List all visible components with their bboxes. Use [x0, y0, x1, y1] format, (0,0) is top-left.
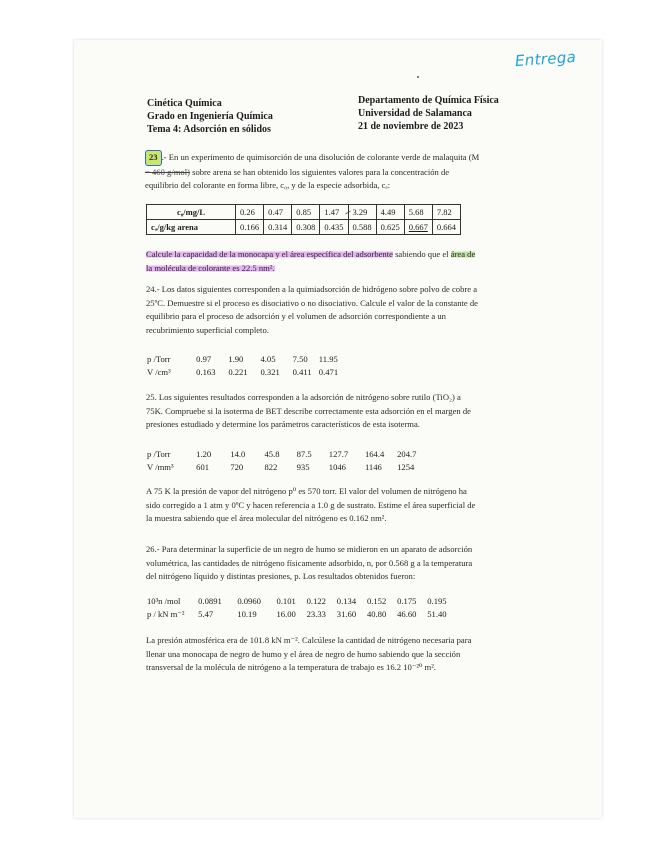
row-label: p /Torr — [147, 354, 171, 364]
problem-26-line: 26.- Para determinar la superficie de un negro de humo se midieron en un aparato de adsorción — [146, 544, 473, 554]
row-label: 10³n /mol — [147, 596, 181, 606]
struck-molar-mass: = 460 g/mol) — [145, 166, 190, 177]
data-value: 16.00 — [276, 609, 296, 619]
highlighted-question: Calcule la capacidad de la monocapa y el área específica del adsorbente — [146, 249, 393, 259]
problem-24 — [146, 283, 560, 337]
data-value: 1.90 — [228, 354, 244, 364]
problem-25 — [146, 391, 560, 432]
topic-title: Tema 4: Adsorción en sólidos — [147, 124, 271, 135]
data-value: 0.0891 — [198, 596, 222, 606]
problem-26-extra-line: llenar una monocapa de negro de humo y el área de negro de humo sabiendo que la sección — [146, 648, 461, 659]
table-cell: 7.82 — [432, 205, 460, 220]
header-left — [147, 97, 273, 136]
data-value: 46.60 — [397, 609, 417, 619]
data-value: 0.122 — [306, 596, 326, 606]
problem-25-line: 25. Los siguientes resultados corresponden a la adsorción de nitrógeno sobre rutilo (TiO₂) a — [146, 392, 461, 402]
table-cell: 0.166 — [236, 220, 264, 235]
header-right — [358, 94, 499, 133]
problem-26-extra — [146, 634, 560, 675]
problem-25-volume-row — [147, 462, 427, 472]
data-value: 0.195 — [427, 596, 447, 606]
data-value: 127.7 — [328, 449, 349, 459]
data-value: 40.80 — [366, 609, 387, 619]
problem-23-line-1: .- En un experimento de quimisorción de una disolución de colorante verde de malaquita (M — [161, 152, 480, 162]
data-value: 0.0960 — [237, 596, 261, 606]
data-value: 601 — [196, 462, 210, 472]
data-value: 11.95 — [318, 354, 338, 364]
problem-25-extra-line: sido corregido a 1 atm y 0ºC y hacen referencia a 1.0 g de sustrato. Estime el área superficial de — [146, 499, 476, 510]
course-title: Cinética Química — [147, 98, 222, 109]
university-name: Universidad de Salamanca — [358, 108, 472, 119]
problem-23-line-2: sobre arena se han obtenido los siguientes valores para la concentración de — [189, 166, 450, 177]
handwritten-note: Entrega — [514, 47, 577, 71]
data-value: 31.60 — [336, 609, 357, 619]
highlighted-question-line-2: la molécula de colorante es 22.5 nm². — [146, 262, 275, 273]
problem-24-volume-row — [147, 367, 349, 377]
data-value: 0.163 — [196, 367, 216, 377]
data-value: 7.50 — [292, 354, 308, 364]
data-value: 0.152 — [366, 596, 387, 606]
data-value: 51.40 — [427, 609, 447, 619]
table-cell: 4.49 — [376, 205, 404, 220]
problem-24-line: 25ºC. Demuestre si el proceso es disociativo o no disociativo. Calcule el valor de la constante de — [146, 297, 479, 308]
problem-23-question — [146, 248, 556, 275]
department-name: Departamento de Química Física — [358, 95, 499, 106]
data-value: 14.0 — [230, 449, 246, 459]
data-value: 23.33 — [306, 609, 326, 619]
data-value: 0.221 — [228, 367, 248, 377]
data-value: 204.7 — [397, 449, 417, 459]
problem-24-pressure-row — [147, 354, 349, 364]
problem-24-line: equilibrio para el proceso de adsorción y el volumen de adsorción correspondiente a un — [146, 311, 446, 322]
data-value: 10.19 — [237, 609, 257, 619]
table-cell: 5.68 — [404, 205, 432, 220]
problem-26-extra-line: transversal de la molécula de nitrógeno a la temperatura de trabajo es 16.2 10⁻²⁰ m². — [146, 662, 436, 673]
table-row-label: cₐ/g/kg arena — [147, 220, 236, 235]
document-date: 21 de noviembre de 2023 — [358, 121, 464, 132]
problem-25-extra — [146, 485, 560, 526]
data-value: 1.20 — [196, 449, 212, 459]
question-plain-text: sabiendo que el — [392, 249, 451, 259]
data-value: 4.05 — [260, 354, 276, 364]
data-value: 1046 — [328, 462, 346, 472]
problem-23 — [145, 150, 557, 193]
data-value: 1146 — [364, 462, 382, 472]
data-value: 0.411 — [292, 367, 312, 377]
row-label: V /cm³ — [147, 367, 171, 377]
problem-25-line: 75K. Compruebe si la isoterma de BET describe correctamente esta adsorción en el margen de — [146, 405, 471, 416]
problem-24-line: recubrimiento superficial completo. — [146, 324, 269, 335]
data-value: 0.175 — [397, 596, 417, 606]
table-cell: 0.664 — [432, 220, 460, 235]
table-cell: 0.47 — [264, 205, 292, 220]
problem-26-extra-line: La presión atmosférica era de 101.8 kN m⁻². Calcúlese la cantidad de nitrógeno necesaria para — [146, 635, 472, 645]
data-value: 0.101 — [276, 596, 296, 606]
table-cell: 0.667 — [404, 220, 432, 235]
problem-26-pressure-row — [147, 609, 455, 620]
data-value: 0.134 — [336, 596, 357, 606]
highlighted-area-text: área de — [450, 249, 476, 259]
table-cell: 0.625 — [376, 220, 404, 235]
table-cell: 0.85 — [292, 205, 320, 220]
table-cell: 0.26 — [236, 205, 264, 220]
data-value: 720 — [230, 462, 244, 472]
problem-25-extra-line: la muestra sabiendo que el área molecular del nitrógeno es 0.162 nm². — [146, 513, 387, 524]
table-cell: 3.29 — [348, 205, 376, 220]
problem-25-extra-line: A 75 K la presión de vapor del nitrógeno p⁰ es 570 torr. El valor del volumen de nitrógeno ha — [146, 486, 467, 496]
table-cell: 0.308 — [292, 220, 320, 235]
problem-26-line: del nitrógeno líquido y distintas presiones, p. Los resultados obtenidos fueron: — [146, 571, 416, 582]
data-value: 822 — [264, 462, 278, 472]
problem-25-line: presiones estudiado y determine los parámetros característicos de esta isoterma. — [146, 419, 420, 430]
table-cell: 0.314 — [264, 220, 292, 235]
data-value: 45.8 — [264, 449, 280, 459]
problem-23-line-3: equilibrio del colorante en forma libre, c₀, y de la especie adsorbida, cₐ: — [145, 180, 391, 191]
ink-dot — [417, 76, 419, 78]
data-value: 935 — [296, 462, 310, 472]
data-value: 1254 — [397, 462, 415, 472]
table-cell: 1.47 — [320, 205, 348, 220]
problem-26 — [146, 543, 560, 584]
degree-name: Grado en Ingeniería Química — [147, 111, 273, 122]
table-cell: 0.435 — [320, 220, 348, 235]
data-value: 164.4 — [364, 449, 385, 459]
problem-23-number: 23 — [145, 150, 162, 166]
table-row — [147, 205, 461, 220]
data-value: 0.471 — [318, 367, 339, 377]
data-value: 87.5 — [296, 449, 312, 459]
problem-25-pressure-row — [147, 449, 427, 459]
table-cell: 0.588 — [348, 220, 376, 235]
problem-26-line: volumétrica, las cantidades de nitrógeno físicamente adsorbido, n, por 0.568 g a la temperatura — [146, 557, 473, 568]
data-value: 0.97 — [196, 354, 212, 364]
data-value: 5.47 — [198, 609, 214, 619]
problem-24-line: 24.- Los datos siguientes corresponden a la quimiadsorción de hidrógeno sobre polvo de cobre a — [146, 284, 478, 294]
row-label: V /mm³ — [147, 462, 174, 472]
problem-23-table — [146, 204, 461, 235]
problem-26-amount-row — [147, 596, 455, 606]
row-label: p /Torr — [147, 449, 171, 459]
table-row-label: c₀/mg/L — [147, 205, 236, 220]
table-row — [147, 220, 461, 235]
data-value: 0.321 — [260, 367, 280, 377]
row-label: p / kN m⁻² — [147, 609, 185, 619]
